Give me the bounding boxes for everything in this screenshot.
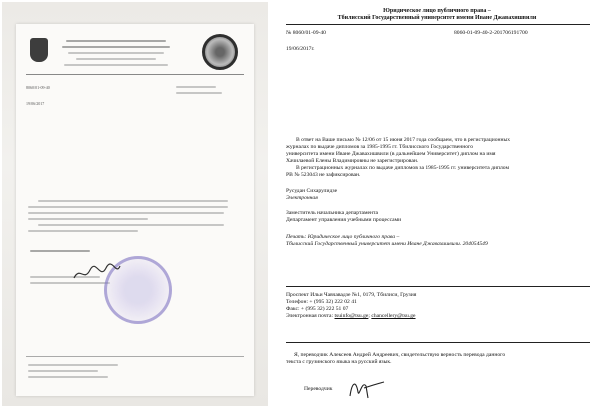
translator-signature-icon — [346, 376, 386, 402]
original-letter-photo — [2, 2, 268, 406]
signer-name: Русудан Сихарулидзе — [286, 188, 338, 194]
original-signature-icon — [72, 262, 122, 284]
footer-phone: Телефон: + (995 32) 222 02 41 — [286, 299, 357, 305]
original-body-line — [28, 206, 228, 208]
original-footer-line — [28, 364, 118, 366]
email-link-info[interactable]: tsuinfo@tsu.ge — [334, 313, 369, 319]
footer-email — [286, 313, 416, 320]
seal-line-2: Тбилисский Государственный университет имени Иване Джавахишвили. 204054549 — [286, 241, 488, 247]
university-emblem-icon — [30, 38, 48, 62]
original-body-line — [28, 230, 138, 232]
header-line-2: Тбилисский Государственный университет имени Иване Джавахишвили — [337, 15, 537, 21]
translation-document — [276, 2, 598, 406]
footer-divider — [286, 286, 590, 287]
original-ref-number: 8060/01-09-40 — [26, 85, 50, 90]
translator-line-1: Я, переводчик Алексеев Андрей Андреевич, свидетельствую верность перевода данного — [294, 352, 506, 358]
ref-number-right: 8060-01-09-40-2-201706191700 — [454, 30, 528, 36]
university-seal-icon — [202, 34, 238, 70]
letterhead-line — [76, 58, 156, 60]
body-line: РВ № 523043 не зафиксирован. — [286, 172, 361, 178]
original-footer-line — [28, 370, 98, 372]
letterhead-line — [62, 46, 170, 48]
header-line-1: Юридическое лицо публичного права – — [383, 8, 491, 14]
ref-number-left: № 8060/01-09-40 — [286, 30, 326, 36]
letterhead-line — [64, 64, 168, 66]
body-line: университета имени Иване Джавахишвили (в дальнейшем Университет) диплом на имя — [286, 151, 496, 157]
seal-line-1: Печать: Юридическое лицо публичного права – — [286, 234, 400, 240]
header-divider — [286, 24, 590, 25]
original-body-line — [28, 212, 224, 214]
original-barcode-line — [176, 86, 216, 88]
original-footer-divider — [26, 356, 244, 357]
email-link-chancellery[interactable]: chancellery@tsu.ge — [371, 313, 416, 319]
body-line: В регистрационных журналах по выдаче дипломов за 1985-1995 гг. университета диплом — [296, 165, 510, 171]
signer-note: Электронная — [286, 195, 318, 201]
footer-fax: Факс: + (995 32) 222 51 07 — [286, 306, 349, 312]
email-label: Электронная почта: — [286, 313, 334, 319]
original-barcode-line — [176, 92, 222, 94]
document-date: 19/06/2017г. — [286, 46, 315, 52]
body-line: Хачилаевой Елены Владимировны не зарегистрирован. — [286, 158, 419, 164]
body-line: журналах по выдаче дипломов за 1985-1995 гг. Тбилисского Государственного — [286, 144, 474, 150]
original-body-line — [38, 224, 224, 226]
letterhead-divider — [26, 74, 244, 75]
translator-label: Переводчик — [304, 386, 333, 392]
original-date: 19/06/2017 — [26, 101, 45, 106]
email-separator: ; — [368, 313, 370, 319]
original-footer-line — [28, 376, 108, 378]
original-body-line — [38, 200, 228, 202]
original-signer-line — [30, 250, 90, 252]
original-body-line — [28, 218, 148, 220]
translator-divider — [286, 342, 590, 343]
footer-address: Проспект Ильи Чавчавадзе №1, 0179, Тбилиси, Грузия — [286, 292, 417, 298]
position-line-2: Департамент управления учебными процессами — [286, 217, 402, 223]
body-line: В ответ на Ваше письмо № 12/06 от 15 июня 2017 года сообщаем, что в регистрационных — [296, 137, 511, 143]
position-line-1: Заместитель начальника департамента — [286, 210, 379, 216]
original-letter-page — [16, 24, 254, 396]
translator-line-2: текста с грузинского языка на русский язык. — [286, 359, 392, 365]
letterhead-line — [66, 40, 166, 42]
letterhead-line — [68, 52, 164, 54]
